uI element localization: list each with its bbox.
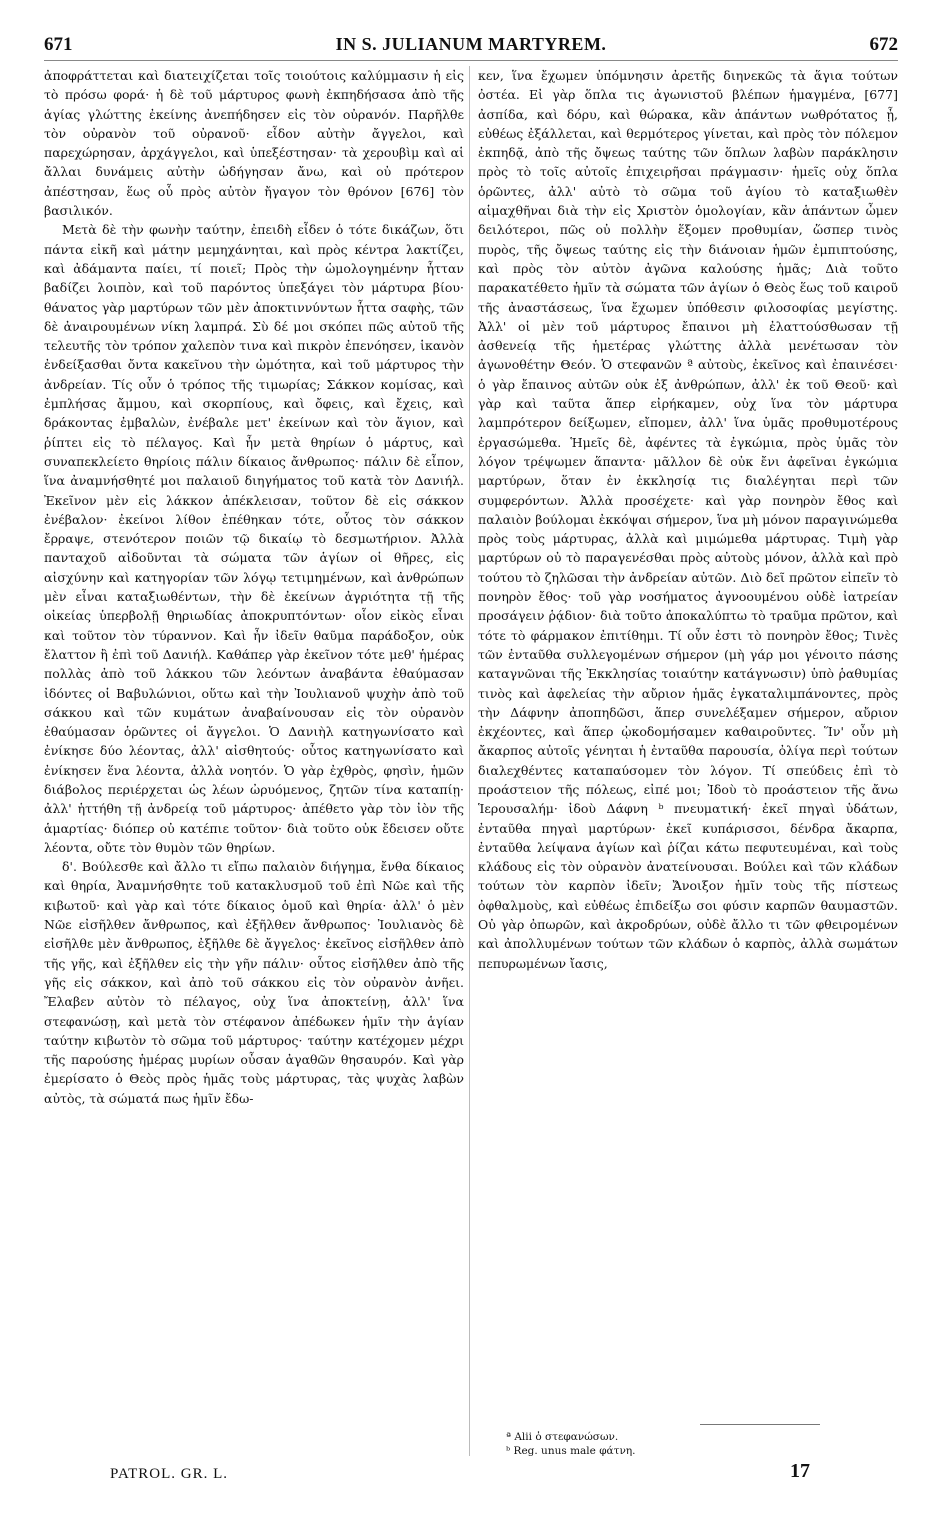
- header-rule: [44, 60, 898, 61]
- paragraph: κεν, ἵνα ἔχωμεν ὑπόμνησιν ἀρετῆς διηνεκῶς τὰ ἅγια τούτων ὀστέα. Εἰ γὰρ ὅπλα τις ἀγωνιστοῦ βλέπων ἡμαγμένα, [677] ἀσπίδα, καὶ δόρυ, καὶ θώρακα, κἂν ἁπάντων νωθρότατος ᾖ, εὐθέως ἐξάλλεται, καὶ θερμότερος γίνεται, καὶ πρὸς τὸν πόλεμον ἐκπηδᾷ, ἀπὸ τῆς ὄψεως ταύτης τῶν ὅπλων λαβὼν παράκλησιν πρὸς τὸ τοῖς αὐτοῖς ἐπιχειρῆσαι πράγμασιν· ἡμεῖς οὐχ ὅπλα ὁρῶντες, ἀλλ' αὐτὸ τὸ σῶμα τοῦ ἁγίου τὸ καταξιωθὲν αἱμαχθῆναι διὰ τὴν εἰς Χριστὸν ὁμολογίαν, κἂν ἁπάντων ὦμεν δειλότεροι, πῶς οὐ πολλὴν ἕξομεν προθυμίαν, ὥσπερ τινὸς πυρὸς, τῆς ὄψεως ταύτης εἰς τὴν διάνοιαν ἡμῶν ἐμπιπτούσης, καὶ πρὸς τὸν αὐτὸν ἀγῶνα καλούσης ἡμᾶς; Διὰ τοῦτο παρακατέθετο ἡμῖν τὰ σώματα τῶν ἁγίων ὁ Θεὸς ἕως τοῦ καιροῦ τῆς ἀναστάσεως, ἵνα ἔχωμεν ὑπόθεσιν φιλοσοφίας μεγίστης. Ἀλλ' οἱ μὲν τοῦ μάρτυρος ἔπαινοι μὴ ἐλαττούσθωσαν τῇ ἀσθενείᾳ τῆς ἡμετέρας γλώττης ἀλλὰ μενέτωσαν τὸν ἀγωνοθέτην Θεόν. Ὁ στεφανῶν ª αὐτοὺς, ἐκεῖνος καὶ ἐπαινέσει· ὁ γὰρ ἔπαινος αὐτῶν οὐκ ἐξ ἀνθρώπων, ἀλλ' ἐκ τοῦ Θεοῦ· καὶ γὰρ καὶ ταῦτα ἅπερ εἰρήκαμεν, οὐχ ἵνα τὸν μάρτυρα λαμπρότερον δείξωμεν, εἴπομεν, ἀλλ' ἵνα ὑμᾶς προθυμοτέρους ἐργασώμεθα. Ἡμεῖς δὲ, ἀφέντες τὰ ἐγκώμια, πρὸς ὑμᾶς τὸν λόγον τρέψωμεν ἅπαντα· μᾶλλον δὲ οὐκ ἔνι ἀφεῖναι ἐγκώμια μαρτύρων, ὅταν ἐν ἐκκλησίᾳ τις διαλέγηται περὶ τῶν συμφερόντων. Ἀλλὰ προσέχετε· καὶ γὰρ πονηρὸν ἔθος καὶ παλαιὸν βούλομαι ἐκκόψαι σήμερον, ἵνα μὴ μόνον παραγινώμεθα πρὸς τοὺς μάρτυρας, ἀλλὰ καὶ μιμώμεθα μάρτυρας. Τιμὴ γὰρ μαρτύρων οὐ τὸ παραγενέσθαι πρὸς αὐτοὺς μόνον, ἀλλὰ καὶ πρὸ τούτου τὸ ζηλῶσαι τὴν ἀνδρείαν αὐτῶν. Διὸ δεῖ πρῶτον εἰπεῖν τὸ πονηρὸν ἔθος· τοῦ γὰρ νοσήματος ἀγνοουμένου οὐδὲ ἰατρείαν προσάγειν ῥᾴδιον· διὰ τοῦτο ἀποκαλύπτω τὸ τραῦμα πρῶτον, καὶ τότε τὸ φάρμακον ἐπιτίθημι. Τί οὖν ἐστι τὸ πονηρὸν ἔθος; Τινὲς τῶν ἐνταῦθα συλλεγομένων σήμερον (μὴ γάρ μοι γένοιτο πάσης καταγνῶναι τῆς Ἐκκλησίας τοιαύτην κατάγνωσιν) ὑπὸ ῥαθυμίας τινὸς καὶ ἀφελείας τὴν αὔριον ἡμᾶς ἐγκαταλιμπάνοντες, πρὸς τὴν Δάφνην ἀποπηδῶσι, ἅπερ συνελέξαμεν σήμερον, αὔριον ἐκχέοντες, καὶ ἅπερ ᾠκοδομήσαμεν καθαιροῦντες. Ἵν' οὖν μὴ ἄκαρπος αὐτοῖς γένηται ἡ ἐνταῦθα παρουσία, ὀλίγα περὶ τούτων διαλεχθέντες καταπαύσομεν τὸν λόγον. Τί σπεύδεις ἐπὶ τὸ προάστειον τῆς πόλεως, εἰπέ μοι; Ἰδοὺ τὸ προάστειον τῆς ἄνω Ἱερουσαλήμ· ἰδοὺ Δάφνη ᵇ πνευματική· ἐκεῖ πηγαὶ ὑδάτων, ἐνταῦθα πηγαὶ μαρτύρων· ἐκεῖ κυπάρισσοι, δένδρα ἄκαρπα, ἐνταῦθα λείψανα ἁγίων καὶ ῥίζαι κάτω πεφυτευμέναι, καὶ τοὺς κλάδους εἰς τὸν οὐρανὸν ἀνατείνουσαι. Βούλει καὶ τῶν κλάδων τούτων τὸν καρπὸν ἰδεῖν; Ἄνοιξον ἡμῖν τοὺς τῆς πίστεως ὀφθαλμοὺς, καὶ εὐθέως ἐπιδείξω σοι φύσιν καρπῶν θαυμαστῶν. Οὐ γὰρ ὀπωρῶν, καὶ ἀκροδρύων, οὐδὲ ἄλλο τι τῶν φθειρομένων καὶ ἀπολλυμένων τούτων τῶν κλάδων ὁ καρπὸς, ἀλλὰ σωμάτων πεπυρωμένων ἴασις,: [478, 68, 898, 971]
- signature-number: 17: [790, 1460, 810, 1482]
- footnotes: [478, 1430, 898, 1458]
- footnote-b: ᵇ Reg. unus male φάτνη.: [506, 1445, 636, 1457]
- series-footer: PATROL. GR. L.: [110, 1466, 229, 1482]
- paragraph: ἀποφράττεται καὶ διατειχίζεται τοῖς τοιούτοις καλύμμασιν ἡ εἰς τὸ πρόσω φορά· ἡ δὲ τοῦ μάρτυρος φωνὴ ἐκπηδήσασα ἀπὸ τῆς ἁγίας γλώττης ἐκείνης ἀνεπήδησεν εἰς τὸν οὐρανόν. Παρῆλθε τὸν οὐρανὸν τοῦ οὐρανοῦ· εἶδον αὐτὴν ἄγγελοι, καὶ παρεχώρησαν, ἀρχάγγελοι, καὶ ὑπεξέστησαν· τὰ χερουβὶμ καὶ αἱ ἄλλαι δυνάμεις αὐτὴν ὠδήγησαν ἄνω, καὶ οὐ πρότερον ἀπέστησαν, ἕως οὗ πρὸς αὐτὸν ἤγαγον τὸν θρόνον [676] τὸν βασιλικόν.: [44, 68, 464, 219]
- column-divider: [469, 66, 470, 1456]
- footnote-a: ª Alii ὁ στεφανώσων.: [506, 1431, 619, 1443]
- paragraph: δ'. Βούλεσθε καὶ ἄλλο τι εἴπω παλαιὸν διήγημα, ἔνθα δίκαιος καὶ θηρία, Ἀναμνήσθητε τοῦ κατακλυσμοῦ τοῦ ἐπὶ Νῶε καὶ τῆς κιβωτοῦ· καὶ γὰρ καὶ τότε δίκαιος ὁμοῦ καὶ θηρία· ἀλλ' ὁ μὲν Νῶε εἰσῆλθεν ἄνθρωπος, καὶ ἐξῆλθεν ἄνθρωπος· Ἰουλιανὸς δὲ εἰσῆλθε μὲν ἄνθρωπος, ἐξῆλθε δὲ ἄγγελος· ἐκεῖνος εἰσῆλθεν ἀπὸ τῆς γῆς, καὶ ἐξῆλθεν εἰς τὴν γῆν πάλιν· οὗτος εἰσῆλθεν ἀπὸ τῆς γῆς εἰς σάκκον, καὶ ἀπὸ τοῦ σάκκου εἰς τὸν οὐρανὸν ἀνῆει. Ἔλαβεν αὐτὸν τὸ πέλαγος, οὐχ ἵνα ἀποκτείνῃ, ἀλλ' ἵνα στεφανώσῃ, καὶ μετὰ τὸν στέφανον ἀπέδωκεν ἡμῖν τὴν ἁγίαν ταύτην κιβωτὸν τὸ σῶμα τοῦ μάρτυρος· ταύτην κατέχομεν μέχρι τῆς παρούσης ἡμέρας μυρίων οὖσαν ἀγαθῶν θησαυρόν. Καὶ γὰρ ἐμερίσατο ὁ Θεὸς πρὸς ἡμᾶς τοὺς μάρτυρας, τὰς ψυχὰς λαβὼν αὐτὸς, τὰ σώματά πως ἡμῖν ἔδω-: [44, 859, 464, 1106]
- left-column-number: 671: [44, 34, 73, 55]
- footnote-rule: [700, 1424, 820, 1425]
- left-column: [44, 66, 464, 1452]
- page-header: [44, 34, 898, 58]
- right-column-number: 672: [869, 34, 898, 55]
- right-column: [478, 66, 898, 1422]
- running-title: IN S. JULIANUM MARTYREM.: [335, 34, 607, 54]
- paragraph: Μετὰ δὲ τὴν φωνὴν ταύτην, ἐπειδὴ εἶδεν ὁ τότε δικάζων, ὅτι πάντα εἰκῆ καὶ μάτην μεμηχάνηται, καὶ πρὸς κέντρα λακτίζει, καὶ ἀδάμαντα παίει, τί ποιεῖ; Πρὸς τὴν ὡμολογημένην ἧτταν βαδίζει λοιπὸν, καὶ τοῦ παρόντος ὑπεξάγει τὸν μάρτυρα βίου· θάνατος γὰρ μαρτύρων τῶν μὲν ἀποκτιννύντων ἧττα σαφὴς, τῶν δὲ ἀναιρουμένων νίκη λαμπρά. Σὺ δέ μοι σκόπει πῶς αὐτοῦ τῆς τελευτῆς τὸν τρόπον χαλεπὸν τινα καὶ πικρὸν ἐπενόησεν, ἱκανὸν ἐνδείξασθαι ὄντα κακεῖνου τὴν ὠμότητα, καὶ τοῦ μάρτυρος τὴν ἀνδρείαν. Τίς οὖν ὁ τρόπος τῆς τιμωρίας; Σάκκον κομίσας, καὶ ἐμπλήσας ἄμμου, καὶ σκορπίους, καὶ ὄφεις, καὶ ἔχεις, καὶ δράκοντας ἐμβαλὼν, ἐνέβαλε μετ' ἐκείνων καὶ τὸν ἅγιον, καὶ ῥίπτει εἰς τὸ πέλαγος. Καὶ ἦν μετὰ θηρίων ὁ μάρτυς, καὶ συναπεκλείετο θηρίοις πάλιν δίκαιος ἄνθρωπος· πάλιν δὲ εἶπον, ἵνα ἀναμνήσθητέ μοι παλαιοῦ διηγήματος τοῦ κατὰ τὸν Δανιήλ. Ἐκεῖνον μὲν εἰς λάκκον ἀπέκλεισαν, τοῦτον δὲ εἰς σάκκον ἐνέβαλον· ἐκείνοι λίθον ἐπέθηκαν τότε, οὗτος τὸν σάκκον ἔρραψε, στενότερον ποιῶν τῷ δικαίῳ τὸ δεσμωτήριον. Ἀλλὰ πανταχοῦ αἰδοῦνται τὰ σώματα τῶν ἁγίων οἱ θῆρες, εἰς αἰσχύνην καὶ κατηγορίαν τῶν λόγῳ τετιμημένων, καὶ ἀνθρώπων μὲν εἶναι καταξιωθέντων, τὴν δὲ ἐκείνων ἀγριότητα τῇ τῆς οἰκείας ὑπερβολῇ θηριωδίας ἀποκρυπτόντων· οἷον εἰκὸς εἶναι καὶ τοῦτον τὸν τύραννον. Καὶ ἦν ἰδεῖν θαῦμα παράδοξον, οὐκ ἔλαττον ἢ ἐπὶ τοῦ Δανιήλ. Καθάπερ γὰρ ἐκεῖνον τότε μεθ' ἡμέρας πολλὰς ἀπὸ τοῦ λάκκου τῶν λεόντων ἀναβάντα ἐθαύμασαν ἰδόντες οἱ Βαβυλώνιοι, οὕτω καὶ τὴν Ἰουλιανοῦ ψυχὴν ἀπὸ τοῦ σάκκου καὶ τῶν κυμάτων ἀναβαίνουσαν εἰς τὸν οὐρανὸν ἐθαύμασαν ὁρῶντες οἱ ἄγγελοι. Ὁ Δανιὴλ κατηγωνίσατο καὶ ἐνίκησε δύο λέοντας, ἀλλ' αἰσθητούς· οὗτος κατηγωνίσατο καὶ ἐνίκησεν ἕνα λέοντα, ἀλλὰ νοητόν. Ὁ γὰρ ἐχθρὸς, φησὶν, ἡμῶν διάβολος περιέρχεται ὡς λέων ὠρυόμενος, ζητῶν τίνα καταπίῃ· ἀλλ' ἡττήθη τῇ ἀνδρείᾳ τοῦ μάρτυρος· ἀπέθετο γὰρ τὸν ἰὸν τῆς ἁμαρτίας· διόπερ οὐ κατέπιε τοῦτον· διὰ τοῦτο οὐκ ἔδεισεν οὔτε λέοντα, οὔτε τὸν θυμὸν τῶν θηρίων.: [44, 222, 464, 855]
